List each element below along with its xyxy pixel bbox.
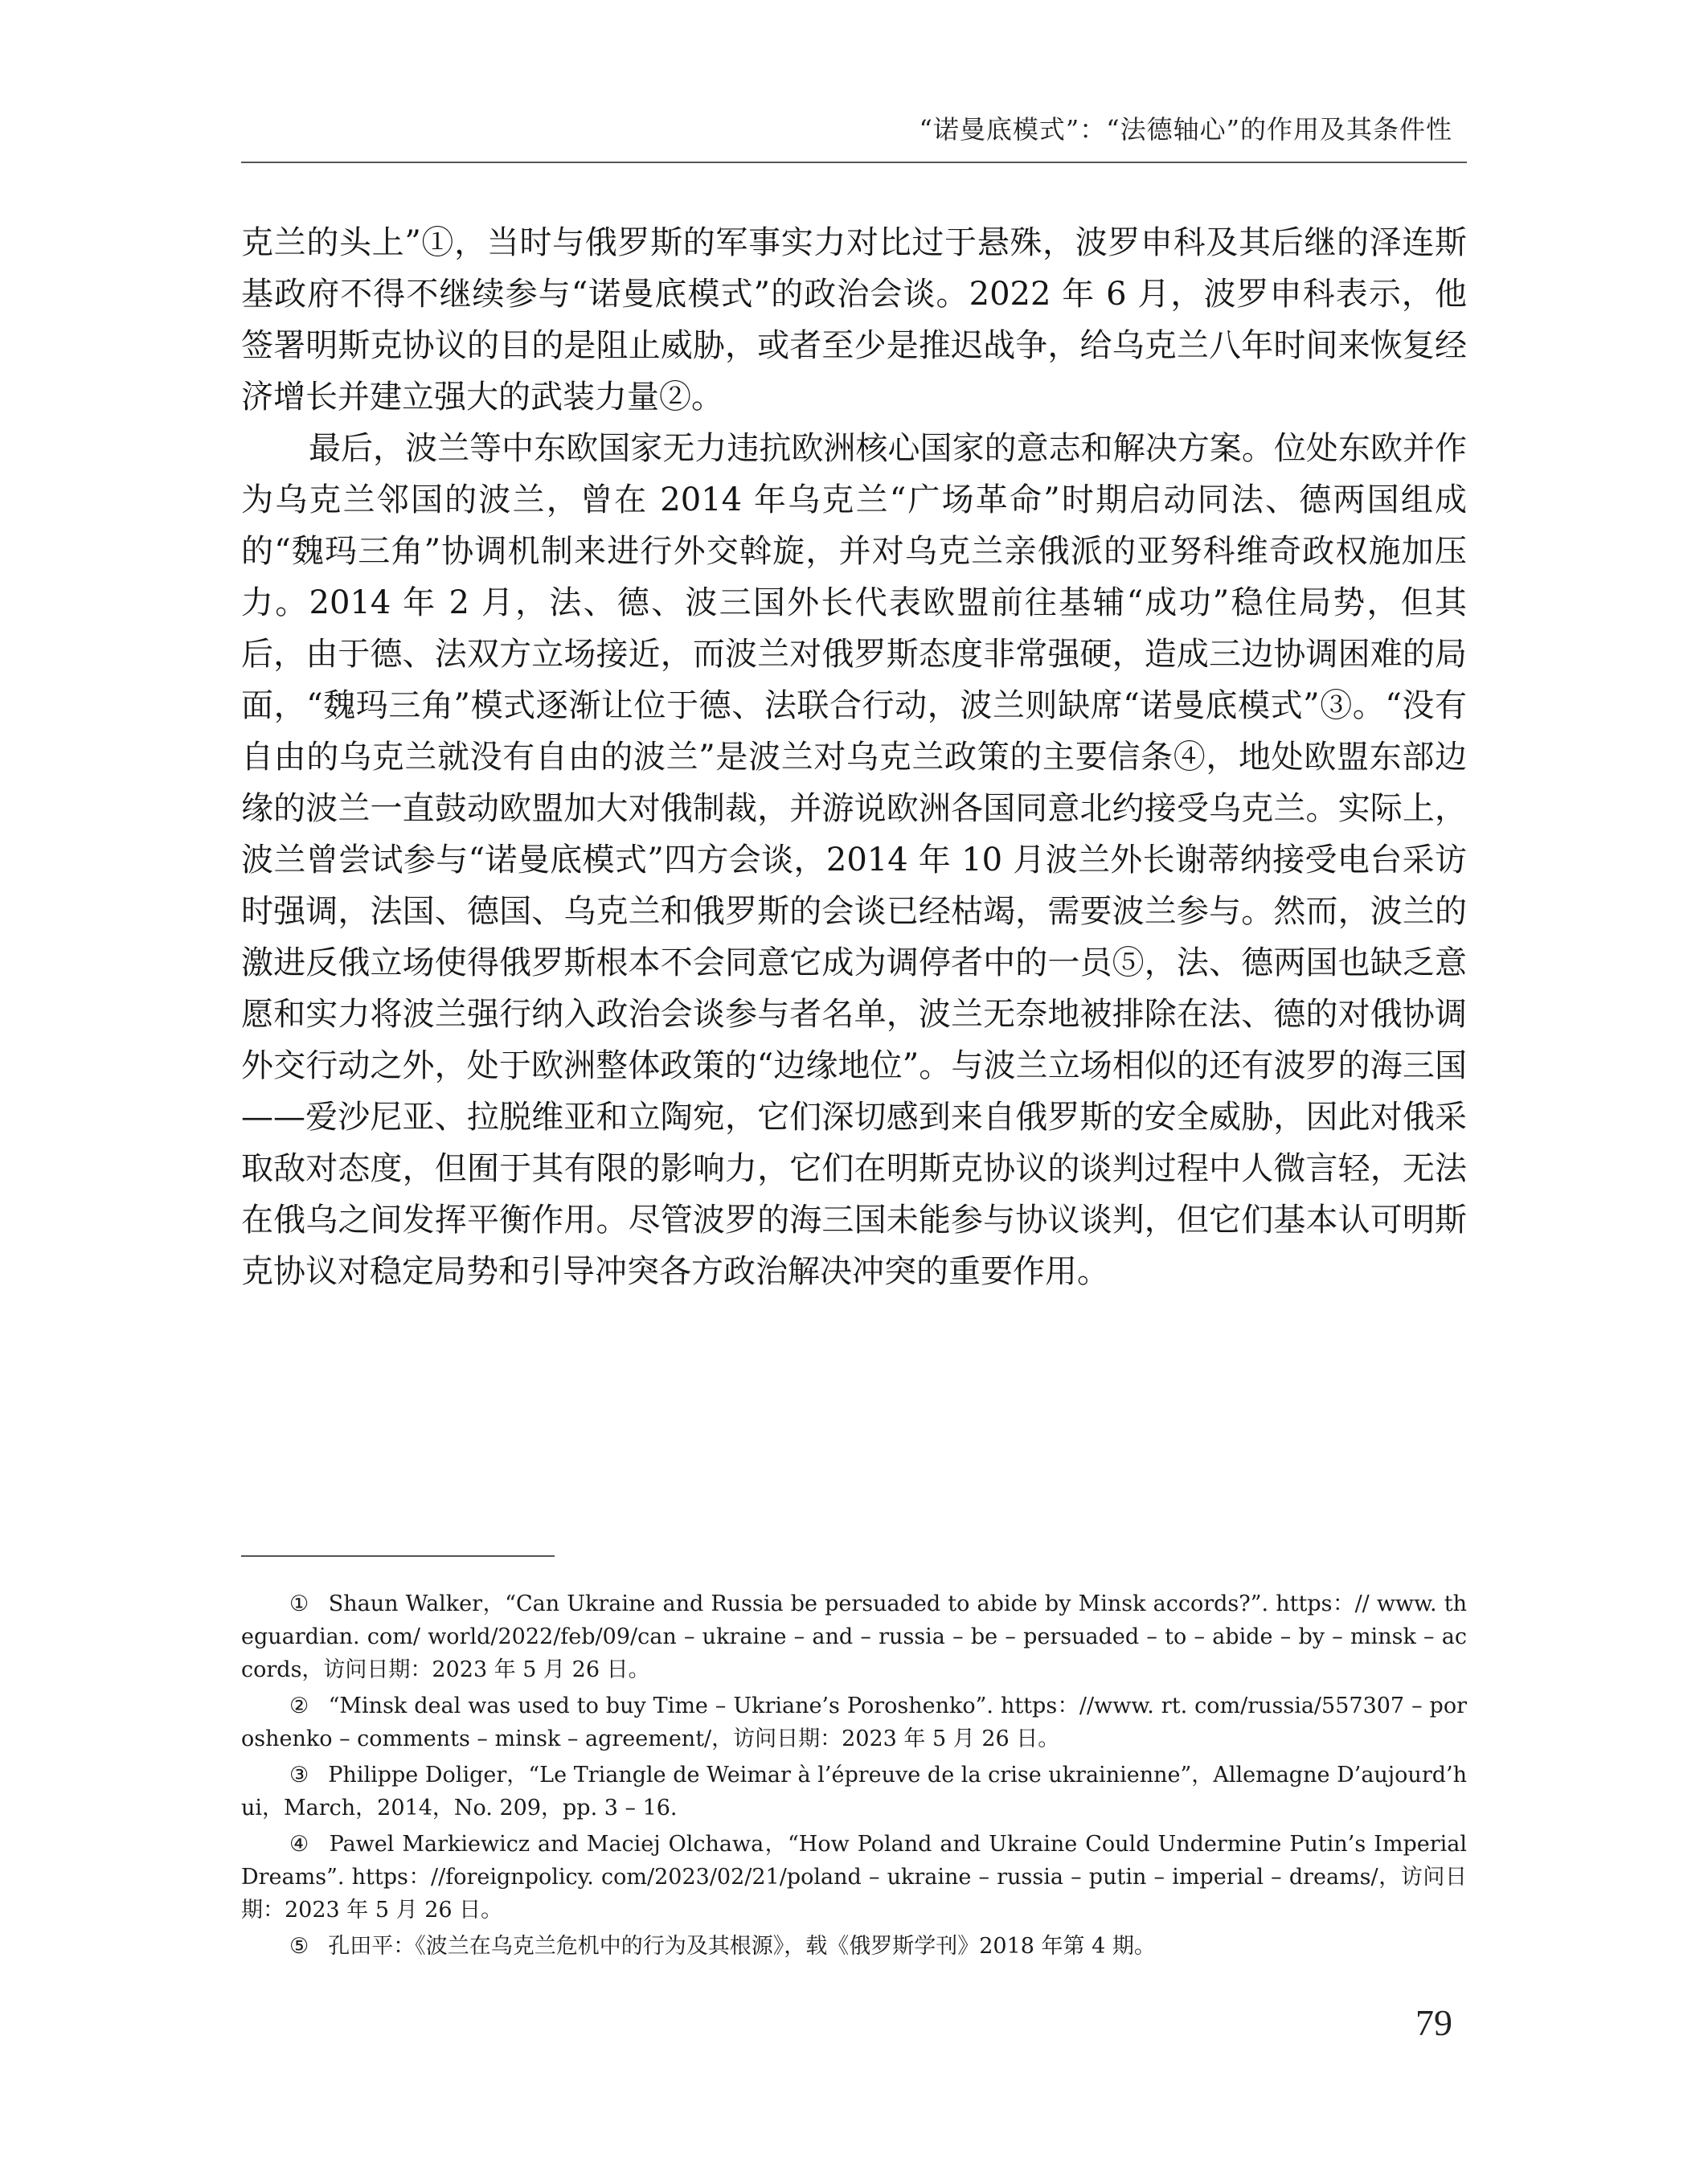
footnote-text: Pawel Markiewicz and Maciej Olchawa，“How Poland and Ukraine Could Undermine Putin’s Imperial Dreams”. https：//foreignpolicy. com/2023/02/21/poland – ukraine – russia – putin – imperial – dreams/，访问日期：2023 年 5 月 26 日。 xyxy=(241,1832,1467,1923)
footnote-marker: ③ xyxy=(289,1763,309,1788)
footnote-marker: ④ xyxy=(289,1832,310,1857)
footnotes xyxy=(241,1587,1467,1966)
footnote-divider xyxy=(241,1555,555,1557)
footnote-marker: ⑤ xyxy=(289,1934,309,1959)
footnote-text: “Minsk deal was used to buy Time – Ukriane’s Poroshenko”. https：//www. rt. com/russia/557307 – poroshenko – comments – minsk – agreement/，访问日期：2023 年 5 月 26 日。 xyxy=(241,1694,1467,1751)
footnote-marker: ① xyxy=(289,1591,309,1616)
footnote xyxy=(241,1828,1467,1927)
header-divider xyxy=(241,162,1467,163)
footnote xyxy=(241,1930,1467,1963)
body-paragraph: 最后，波兰等中东欧国家无力违抗欧洲核心国家的意志和解决方案。位处东欧并作为乌克兰邻国的波兰，曾在 2014 年乌克兰“广场革命”时期启动同法、德两国组成的“魏玛三角”协调机制来进行外交斡旋，并对乌克兰亲俄派的亚努科维奇政权施加压力。2014 年 2 月，法、德、波三国外长代表欧盟前往基辅“成功”稳住局势，但其后，由于德、法双方立场接近，而波兰对俄罗斯态度非常强硬，造成三边协调困难的局面，“魏玛三角”模式逐渐让位于德、法联合行动，波兰则缺席“诺曼底模式”③。“没有自由的乌克兰就没有自由的波兰”是波兰对乌克兰政策的主要信条④，地处欧盟东部边缘的波兰一直鼓动欧盟加大对俄制裁，并游说欧洲各国同意北约接受乌克兰。实际上，波兰曾尝试参与“诺曼底模式”四方会谈，2014 年 10 月波兰外长谢蒂纳接受电台采访时强调，法国、德国、乌克兰和俄罗斯的会谈已经枯竭，需要波兰参与。然而，波兰的激进反俄立场使得俄罗斯根本不会同意它成为调停者中的一员⑤，法、德两国也缺乏意愿和实力将波兰强行纳入政治会谈参与者名单，波兰无奈地被排除在法、德的对俄协调外交行动之外，处于欧洲整体政策的“边缘地位”。与波兰立场相似的还有波罗的海三国——爱沙尼亚、拉脱维亚和立陶宛，它们深切感到来自俄罗斯的安全威胁，因此对俄采取敌对态度，但囿于其有限的影响力，它们在明斯克协议的谈判过程中人微言轻，无法在俄乌之间发挥平衡作用。尽管波罗的海三国未能参与协议谈判，但它们基本认可明斯克协议对稳定局势和引导冲突各方政治解决冲突的重要作用。 xyxy=(241,430,1467,1290)
footnote xyxy=(241,1759,1467,1825)
body-paragraph: 克兰的头上”①，当时与俄罗斯的军事实力对比过于悬殊，波罗申科及其后继的泽连斯基政府不得不继续参与“诺曼底模式”的政治会谈。2022 年 6 月，波罗申科表示，他签署明斯克协议的目的是阻止威胁，或者至少是推迟战争，给乌克兰八年时间来恢复经济增长并建立强大的武装力量②。 xyxy=(241,224,1467,416)
page-number: 79 xyxy=(1415,2002,1452,2043)
footnote-text: Shaun Walker，“Can Ukraine and Russia be persuaded to abide by Minsk accords?”. https：// www. theguardian. com/ world/2022/feb/09/can – ukraine – and – russia – be – persuaded – to – abide – by – minsk – accords，访问日期：2023 年 5 月 26 日。 xyxy=(241,1591,1467,1682)
footnote xyxy=(241,1587,1467,1686)
footnote xyxy=(241,1689,1467,1755)
footnote-text: Philippe Doliger，“Le Triangle de Weimar à l’épreuve de la crise ukrainienne”，Allemagne D’aujourd’hui，March，2014，No. 209，pp. 3 – 16. xyxy=(241,1763,1467,1821)
body-text xyxy=(241,217,1467,1297)
footnote-text: 孔田平：《波兰在乌克兰危机中的行为及其根源》，载《俄罗斯学刊》2018 年第 4 期。 xyxy=(328,1934,1156,1959)
running-head-title: “诺曼底模式”：“法德轴心”的作用及其条件性 xyxy=(919,114,1452,145)
footnote-marker: ② xyxy=(289,1694,309,1718)
